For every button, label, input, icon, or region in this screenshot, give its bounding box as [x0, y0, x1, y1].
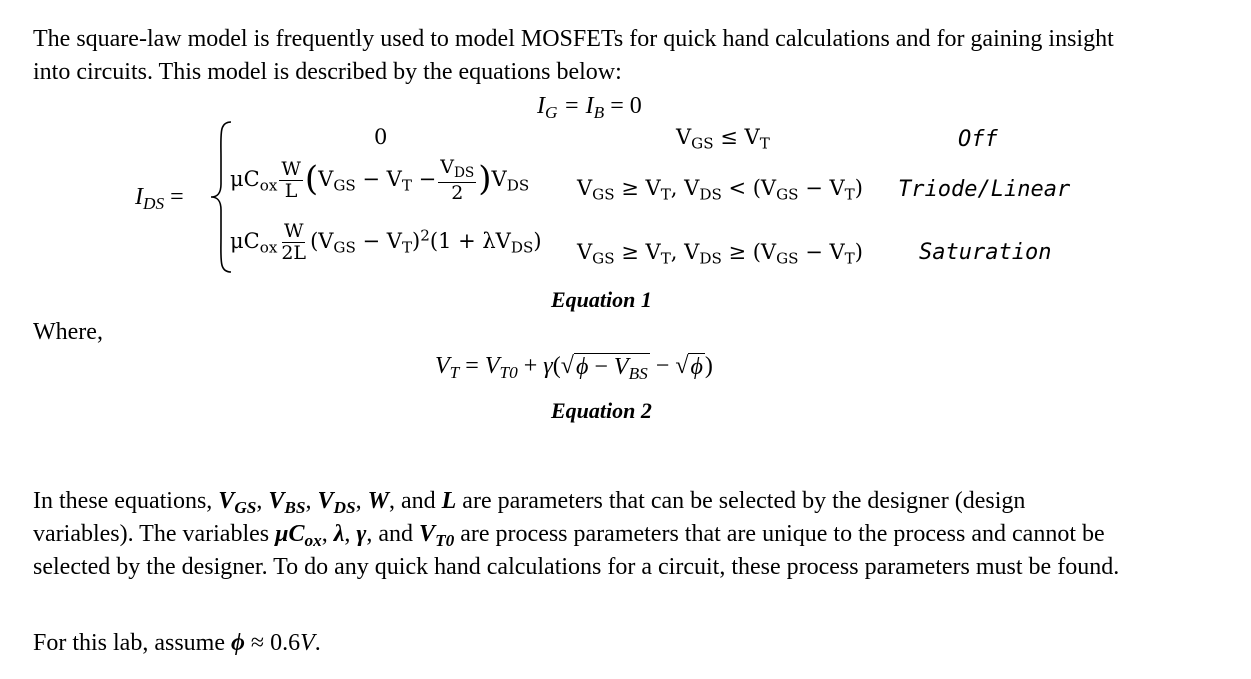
process-parameters-line: variables). The variables $\mu C_{ox}$, λ, γ, and $V_{T0}$ are process parameters that are unique to the process and cannot be [33, 521, 1105, 551]
case-off-expression: 0 [374, 125, 388, 149]
case-saturation-condition: $V_{GS} \ge V_T$, $V_{DS} \ge (V_{GS} - V_T)$ [577, 240, 863, 268]
ids-lhs: $I_{DS}$ = [135, 184, 184, 214]
intro-line-1: The square-law model is frequently used to model MOSFETs for quick hand calculations and for gaining insight [33, 26, 1114, 52]
design-variables-line: In these equations, $V_{GS}$, $V_{BS}$, $V_{DS}$, W, and L are parameters that can be selected by the designer (design [33, 488, 1026, 518]
gate-current-equation: $I_G = I_B = 0$ [537, 93, 642, 123]
case-saturation-expression: $\mu C_{ox}$ $\frac{W}{2L}$ $(V_{GS} - V_T)^2(1 + \lambda V_{DS})$ [230, 220, 542, 264]
process-parameters-line-3: selected by the designer. To do any quick hand calculations for a circuit, these process parameters must be found. [33, 554, 1120, 580]
case-triode-expression: $\mu C_{ox}$ $\frac{W}{L}$ ($V_{GS} - V_T$ − $\frac{V_{DS}}{2}$ )$V_{DS}$ [230, 156, 530, 204]
where-label: Where, [33, 319, 103, 345]
threshold-voltage-equation: $V_T = V_{T0} + \gamma$( √ $\phi - V_{BS}$ − √ ϕ ) [435, 353, 713, 384]
intro-line-2: into circuits. This model is described by the equations below: [33, 59, 622, 85]
case-triode-condition: $V_{GS} \ge V_T$, $V_{DS} < (V_{GS} - V_T)$ [577, 176, 863, 204]
case-off-region: Off [958, 127, 998, 152]
phi-assumption: For this lab, assume ϕ ≈ 0.6V. [33, 630, 321, 656]
equation-2-label: Equation 2 [551, 398, 652, 423]
case-saturation-region: Saturation [919, 240, 1052, 265]
equation-1-label: Equation 1 [551, 287, 652, 312]
case-triode-region: Triode/Linear [898, 177, 1071, 202]
case-off-condition: $V_{GS} \le V_T$ [676, 125, 770, 153]
